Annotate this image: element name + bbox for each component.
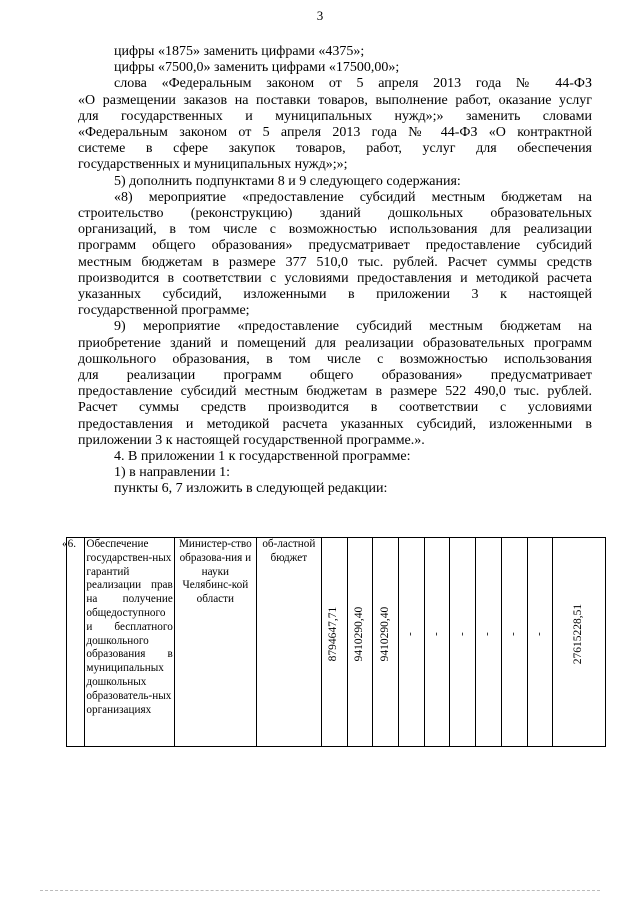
total-value: 27615228,51 <box>572 603 585 665</box>
dash-value: - <box>404 632 417 636</box>
scan-edge-divider <box>40 890 600 891</box>
value-cell <box>321 538 347 747</box>
executor-cell: Министер-ство образова-ния и науки Челябинс-кой области <box>174 538 256 747</box>
paragraph: 9) мероприятие «предоставление субсидий местным бюджетам на <box>114 319 592 335</box>
paragraph: системе в сфере закупок товаров, работ, услуг для обеспечения <box>78 141 592 157</box>
value-cell <box>501 538 527 747</box>
paragraph: 4. В приложении 1 к государственной программе: <box>114 449 411 465</box>
paragraph: программ общего образования» предусматривает предоставление субсидий <box>78 238 592 254</box>
paragraph: «Федеральным законом от 5 апреля 2013 года № 44-ФЗ «О контрактной <box>78 125 592 141</box>
paragraph: «8) мероприятие «предоставление субсидий местным бюджетам на <box>114 189 592 205</box>
paragraph: государственной программе; <box>78 303 250 319</box>
row-number: «6. <box>62 538 76 550</box>
paragraph: приобретение зданий и помещений для реализации образовательных программ <box>78 335 592 351</box>
value-cell <box>424 538 450 747</box>
funding-source-cell: об-ластной бюджет <box>256 538 321 747</box>
paragraph: «О размещении заказов на поставки товаров, выполнение работ, оказание услуг <box>78 92 592 108</box>
value-cell <box>398 538 424 747</box>
paragraph: Расчет суммы средств производится в соответствии с условиями <box>78 400 592 416</box>
dash-value: - <box>430 632 443 636</box>
paragraph: цифры «7500,0» заменить цифрами «17500,00»; <box>114 60 400 76</box>
paragraph: приложении 3 к настоящей государственной программе.». <box>78 432 425 448</box>
paragraph: 5) дополнить подпунктами 8 и 9 следующего содержания: <box>114 173 461 189</box>
dash-value: - <box>455 632 468 636</box>
paragraph: производится в соответствии с условиями предоставления и методикой расчета <box>78 270 592 286</box>
program-table <box>62 537 606 747</box>
dash-value: - <box>481 632 494 636</box>
page-number: 3 <box>316 8 324 23</box>
paragraph: дошкольного образования, в том числе с возможностью использования <box>78 351 592 367</box>
measure-name-cell: Обеспечение государствен-ных гарантий реализации прав на получение общедоступного и бесплатного дошкольного образования в муниципальных дошкольных образователь-ных организациях <box>85 538 174 747</box>
dash-value: - <box>507 632 520 636</box>
paragraph: предоставления и методикой расчета указанных субсидий, изложенными в <box>78 416 592 432</box>
paragraph: организаций, в том числе с возможностью использования для реализации <box>78 222 592 238</box>
total-cell <box>553 538 606 747</box>
paragraph: для государственных и муниципальных нужд»;» заменить словами <box>78 108 592 124</box>
row-number-cell <box>62 538 85 747</box>
paragraph: цифры «1875» заменить цифрами «4375»; <box>114 44 365 59</box>
value-cell <box>476 538 502 747</box>
value-2016: 9410290,40 <box>378 606 391 662</box>
paragraph: 1) в направлении 1: <box>114 465 230 481</box>
value-2015: 9410290,40 <box>352 606 365 662</box>
value-cell <box>527 538 553 747</box>
paragraph: местным бюджетам в размере 377 510,0 тыс. рублей. Расчет суммы средств <box>78 254 592 270</box>
value-cell <box>347 538 373 747</box>
paragraph: строительство (реконструкцию) зданий дошкольных образовательных <box>78 206 592 222</box>
paragraph: пункты 6, 7 изложить в следующей редакции: <box>114 481 388 497</box>
value-cell <box>450 538 476 747</box>
dash-value: - <box>532 632 545 636</box>
paragraph: слова «Федеральным законом от 5 апреля 2013 года № 44-ФЗ <box>114 76 592 92</box>
value-cell <box>373 538 399 747</box>
paragraph: указанных субсидий, изложенными в приложении 3 к настоящей <box>78 287 592 303</box>
document-body <box>78 44 592 498</box>
paragraph: предоставление субсидий местным бюджетам в размере 522 490,0 тыс. рублей. <box>78 384 592 400</box>
value-2014: 8794647,71 <box>327 606 340 662</box>
paragraph: государственных и муниципальных нужд»;»; <box>78 157 348 173</box>
table-row <box>67 538 606 747</box>
paragraph: для реализации программ общего образования» предусматривает <box>78 368 592 384</box>
